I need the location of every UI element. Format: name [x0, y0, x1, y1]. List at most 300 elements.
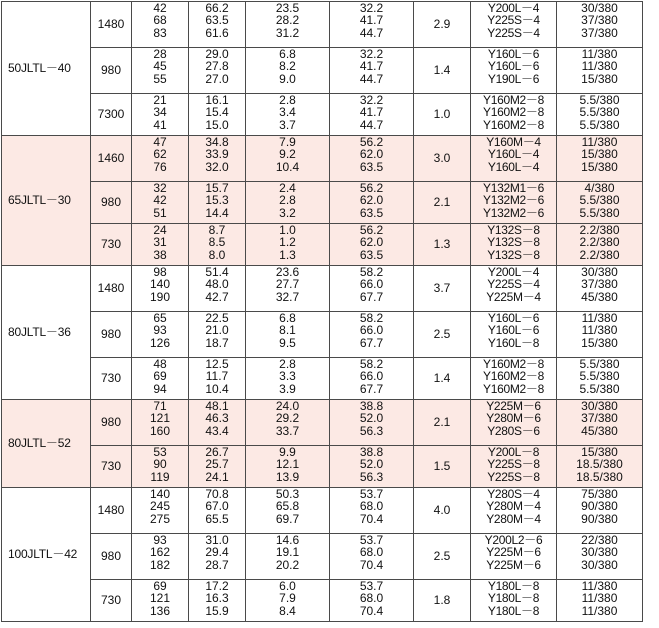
motor-model-cell-value: Y160L－6 — [487, 47, 540, 61]
flow-cell-value: 182 — [149, 557, 171, 572]
efficiency-cell — [330, 358, 414, 400]
motor-model-cell-value: Y200L－8 — [487, 445, 540, 459]
head-cell-value: 8.7 — [208, 223, 226, 237]
motor-model-cell-value: Y200L－4 — [487, 265, 540, 279]
power-cell-value: 3.9 — [279, 381, 296, 396]
efficiency-cell — [330, 94, 414, 136]
npsh-cell: 3.0 — [414, 136, 471, 182]
motor-model-cell — [471, 136, 557, 182]
spec-table-body — [2, 2, 643, 622]
power-cell-value: 9.5 — [279, 335, 296, 350]
speed-cell: 1460 — [91, 136, 132, 182]
power-cell-value: 33.7 — [275, 423, 300, 438]
motor-model-cell-value: Y160L－8 — [487, 335, 540, 350]
efficiency-cell-value: 70.4 — [359, 511, 384, 526]
power-cell-value: 9.2 — [279, 147, 296, 162]
power-cell-value: 20.2 — [275, 557, 300, 572]
efficiency-cell-value: 62.0 — [359, 147, 384, 162]
motor-model-cell-value: Y280M－4 — [486, 499, 541, 514]
motor-power-voltage-cell-value: 45/380 — [581, 289, 618, 304]
motor-model-cell — [471, 312, 557, 358]
efficiency-cell — [330, 400, 414, 446]
flow-cell-value: 76 — [153, 159, 167, 174]
motor-power-voltage-cell-value: 5.5/380 — [579, 205, 620, 220]
efficiency-cell-value: 32.2 — [359, 47, 384, 61]
efficiency-cell — [330, 182, 414, 224]
power-cell-value: 8.4 — [279, 603, 296, 618]
efficiency-cell-value: 52.0 — [359, 457, 384, 472]
head-cell-value: 11.7 — [205, 369, 229, 384]
efficiency-cell-value: 44.7 — [359, 117, 384, 132]
motor-power-voltage-cell-value: 11/380 — [581, 311, 618, 325]
efficiency-cell-value: 66.0 — [359, 323, 384, 338]
efficiency-cell-value: 53.7 — [359, 487, 384, 501]
power-cell — [246, 446, 330, 488]
head-cell-value: 15.4 — [205, 105, 229, 120]
power-cell-value: 50.3 — [275, 487, 300, 501]
head-cell-value: 17.2 — [205, 579, 229, 593]
head-cell-value: 26.7 — [205, 445, 229, 459]
head-cell — [189, 136, 246, 182]
motor-model-cell-value: Y280S－6 — [487, 423, 540, 438]
power-cell-value: 14.6 — [275, 533, 300, 547]
head-cell-value: 15.3 — [205, 193, 229, 208]
motor-power-voltage-cell-value: 11/380 — [581, 579, 618, 593]
efficiency-cell-value: 68.0 — [359, 499, 384, 514]
spec-row — [2, 2, 643, 48]
power-cell-value: 27.7 — [275, 277, 300, 292]
efficiency-cell — [330, 312, 414, 358]
motor-power-voltage-cell-value: 15/380 — [581, 147, 618, 162]
head-cell-value: 65.5 — [205, 511, 229, 526]
speed-cell: 730 — [91, 224, 132, 266]
power-cell — [246, 2, 330, 48]
head-cell-value: 32.0 — [205, 159, 229, 174]
head-cell-value: 70.8 — [205, 487, 229, 501]
power-cell-value: 9.0 — [279, 71, 296, 86]
motor-model-cell — [471, 94, 557, 136]
efficiency-cell-value: 32.2 — [359, 1, 384, 15]
flow-cell-value: 34 — [153, 105, 167, 120]
efficiency-cell-value: 68.0 — [359, 591, 384, 606]
head-cell-value: 66.2 — [205, 1, 229, 15]
motor-power-voltage-cell-value: 30/380 — [581, 1, 618, 15]
efficiency-cell-value: 63.5 — [359, 205, 384, 220]
spec-row — [2, 266, 643, 312]
head-cell-value: 16.1 — [205, 93, 229, 107]
motor-power-voltage-cell — [557, 446, 643, 488]
spec-row — [2, 182, 643, 224]
head-cell-value: 27.0 — [205, 71, 229, 86]
head-cell-value: 8.5 — [208, 235, 226, 250]
head-cell — [189, 312, 246, 358]
motor-model-cell-value: Y132M1－6 — [483, 181, 544, 195]
head-cell — [189, 266, 246, 312]
flow-cell — [132, 400, 189, 446]
head-cell — [189, 488, 246, 534]
motor-model-cell-value: Y160M2－8 — [483, 105, 544, 120]
flow-cell-value: 162 — [149, 545, 171, 560]
efficiency-cell-value: 41.7 — [359, 13, 384, 28]
npsh-cell: 1.0 — [414, 94, 471, 136]
spec-row — [2, 312, 643, 358]
motor-model-cell-value: Y225M－6 — [486, 399, 541, 413]
spec-row — [2, 400, 643, 446]
flow-cell-value: 41 — [153, 117, 167, 132]
flow-cell-value: 160 — [149, 423, 171, 438]
power-cell — [246, 224, 330, 266]
motor-power-voltage-cell-value: 4/380 — [584, 181, 615, 195]
flow-cell-value: 275 — [149, 511, 171, 526]
speed-cell: 1480 — [91, 2, 132, 48]
motor-model-cell-value: Y132M2－6 — [483, 193, 544, 208]
head-cell — [189, 94, 246, 136]
motor-model-cell-value: Y132S－8 — [487, 235, 540, 250]
motor-power-voltage-cell-value: 37/380 — [581, 13, 618, 28]
efficiency-cell-value: 38.8 — [359, 399, 384, 413]
efficiency-cell-value: 66.0 — [359, 369, 384, 384]
motor-power-voltage-cell-value: 5.5/380 — [579, 193, 620, 208]
motor-power-voltage-cell-value: 2.2/380 — [579, 247, 620, 262]
flow-cell-value: 45 — [153, 59, 167, 74]
flow-cell — [132, 580, 189, 622]
power-cell — [246, 266, 330, 312]
efficiency-cell-value: 52.0 — [359, 411, 384, 426]
motor-model-cell — [471, 266, 557, 312]
motor-model-cell-value: Y160L－6 — [487, 311, 540, 325]
motor-model-cell — [471, 488, 557, 534]
motor-power-voltage-cell-value: 5.5/380 — [579, 369, 620, 384]
flow-cell-value: 47 — [153, 135, 167, 149]
flow-cell-value: 93 — [153, 323, 167, 338]
motor-model-cell-value: Y225S－8 — [487, 457, 540, 472]
motor-power-voltage-cell — [557, 534, 643, 580]
power-cell-value: 2.8 — [279, 357, 296, 371]
speed-cell: 1480 — [91, 266, 132, 312]
flow-cell — [132, 182, 189, 224]
motor-power-voltage-cell — [557, 312, 643, 358]
head-cell-value: 33.9 — [205, 147, 229, 162]
flow-cell-value: 62 — [153, 147, 167, 162]
motor-power-voltage-cell-value: 11/380 — [581, 135, 618, 149]
power-cell-value: 1.0 — [279, 223, 296, 237]
efficiency-cell-value: 62.0 — [359, 193, 384, 208]
head-cell-value: 43.4 — [205, 423, 229, 438]
power-cell-value: 8.1 — [279, 323, 296, 338]
flow-cell — [132, 534, 189, 580]
power-cell — [246, 182, 330, 224]
head-cell-value: 29.0 — [205, 47, 229, 61]
head-cell-value: 48.0 — [205, 277, 229, 292]
motor-model-cell-value: Y280M－4 — [486, 511, 541, 526]
motor-model-cell-value: Y132M2－6 — [483, 205, 544, 220]
pump-model-cell: 65JLTL－30 — [2, 136, 91, 266]
power-cell-value: 1.2 — [279, 235, 296, 250]
pump-spec-table — [1, 1, 643, 622]
npsh-cell: 1.8 — [414, 580, 471, 622]
power-cell — [246, 488, 330, 534]
efficiency-cell — [330, 534, 414, 580]
motor-power-voltage-cell — [557, 94, 643, 136]
motor-power-voltage-cell-value: 30/380 — [581, 265, 618, 279]
efficiency-cell-value: 56.2 — [359, 181, 384, 195]
flow-cell-value: 140 — [149, 277, 171, 292]
efficiency-cell — [330, 488, 414, 534]
motor-power-voltage-cell-value: 15/380 — [581, 159, 618, 174]
efficiency-cell-value: 58.2 — [359, 357, 384, 371]
head-cell-value: 15.9 — [205, 603, 229, 618]
motor-model-cell-value: Y225S－4 — [487, 25, 540, 40]
speed-cell: 1480 — [91, 488, 132, 534]
motor-power-voltage-cell-value: 11/380 — [581, 323, 618, 338]
flow-cell — [132, 136, 189, 182]
efficiency-cell-value: 41.7 — [359, 59, 384, 74]
power-cell-value: 28.2 — [275, 13, 300, 28]
head-cell-value: 8.0 — [208, 247, 226, 262]
power-cell-value: 3.2 — [279, 205, 296, 220]
head-cell-value: 48.1 — [205, 399, 229, 413]
speed-cell: 980 — [91, 48, 132, 94]
motor-power-voltage-cell-value: 22/380 — [581, 533, 618, 547]
motor-power-voltage-cell-value: 18.5/380 — [576, 469, 623, 484]
power-cell-value: 9.9 — [279, 445, 296, 459]
spec-row — [2, 94, 643, 136]
speed-cell: 730 — [91, 580, 132, 622]
flow-cell-value: 245 — [149, 499, 171, 514]
head-cell-value: 29.4 — [205, 545, 229, 560]
head-cell — [189, 400, 246, 446]
power-cell-value: 6.8 — [279, 47, 296, 61]
motor-power-voltage-cell-value: 30/380 — [581, 545, 618, 560]
efficiency-cell — [330, 580, 414, 622]
npsh-cell: 1.4 — [414, 48, 471, 94]
flow-cell-value: 71 — [153, 399, 167, 413]
motor-power-voltage-cell-value: 15/380 — [581, 445, 618, 459]
efficiency-cell-value: 44.7 — [359, 25, 384, 40]
motor-model-cell-value: Y160M2－8 — [483, 357, 544, 371]
motor-model-cell-value: Y225M－4 — [486, 289, 541, 304]
motor-power-voltage-cell-value: 2.2/380 — [579, 235, 620, 250]
motor-power-voltage-cell-value: 11/380 — [581, 59, 618, 74]
motor-model-cell-value: Y225S－4 — [487, 277, 540, 292]
power-cell-value: 1.3 — [279, 247, 296, 262]
efficiency-cell — [330, 2, 414, 48]
head-cell-value: 42.7 — [205, 289, 229, 304]
efficiency-cell-value: 56.2 — [359, 135, 384, 149]
motor-model-cell-value: Y200L2－6 — [484, 533, 543, 547]
power-cell-value: 65.8 — [275, 499, 300, 514]
flow-cell — [132, 358, 189, 400]
flow-cell-value: 190 — [149, 289, 171, 304]
power-cell — [246, 312, 330, 358]
head-cell-value: 15.0 — [205, 117, 229, 132]
flow-cell-value: 65 — [153, 311, 167, 325]
head-cell-value: 28.7 — [205, 557, 229, 572]
flow-cell-value: 90 — [153, 457, 167, 472]
motor-power-voltage-cell-value: 37/380 — [581, 25, 618, 40]
motor-model-cell — [471, 2, 557, 48]
head-cell-value: 67.0 — [205, 499, 229, 514]
efficiency-cell-value: 67.7 — [359, 381, 384, 396]
npsh-cell: 1.3 — [414, 224, 471, 266]
head-cell-value: 63.5 — [205, 13, 229, 28]
head-cell-value: 27.8 — [205, 59, 229, 74]
flow-cell-value: 69 — [153, 369, 167, 384]
head-cell — [189, 48, 246, 94]
flow-cell-value: 28 — [153, 47, 167, 61]
flow-cell-value: 69 — [153, 579, 167, 593]
motor-power-voltage-cell — [557, 2, 643, 48]
head-cell — [189, 446, 246, 488]
power-cell-value: 23.5 — [275, 1, 300, 15]
efficiency-cell-value: 70.4 — [359, 557, 384, 572]
flow-cell-value: 31 — [153, 235, 167, 250]
npsh-cell: 2.1 — [414, 400, 471, 446]
motor-power-voltage-cell — [557, 224, 643, 266]
motor-model-cell-value: Y225S－8 — [487, 469, 540, 484]
head-cell-value: 25.7 — [205, 457, 229, 472]
npsh-cell: 3.7 — [414, 266, 471, 312]
pump-model-cell: 100JLTL－42 — [2, 488, 91, 622]
motor-power-voltage-cell-value: 30/380 — [581, 557, 618, 572]
speed-cell: 980 — [91, 312, 132, 358]
motor-power-voltage-cell-value: 37/380 — [581, 277, 618, 292]
power-cell-value: 3.3 — [279, 369, 296, 384]
power-cell-value: 6.8 — [279, 311, 296, 325]
flow-cell-value: 121 — [149, 411, 171, 426]
efficiency-cell-value: 41.7 — [359, 105, 384, 120]
speed-cell: 980 — [91, 534, 132, 580]
power-cell-value: 12.1 — [275, 457, 300, 472]
motor-power-voltage-cell — [557, 358, 643, 400]
flow-cell — [132, 224, 189, 266]
flow-cell-value: 55 — [153, 71, 167, 86]
efficiency-cell-value: 53.7 — [359, 579, 384, 593]
spec-row — [2, 488, 643, 534]
head-cell — [189, 224, 246, 266]
head-cell-value: 46.3 — [205, 411, 229, 426]
npsh-cell: 1.5 — [414, 446, 471, 488]
flow-cell-value: 24 — [153, 223, 167, 237]
power-cell-value: 29.2 — [275, 411, 300, 426]
spec-row — [2, 446, 643, 488]
motor-power-voltage-cell-value: 5.5/380 — [579, 381, 620, 396]
head-cell-value: 14.4 — [205, 205, 229, 220]
motor-model-cell-value: Y132S－8 — [487, 247, 540, 262]
motor-model-cell — [471, 534, 557, 580]
npsh-cell: 2.5 — [414, 312, 471, 358]
motor-power-voltage-cell-value: 5.5/380 — [579, 105, 620, 120]
head-cell-value: 22.5 — [205, 311, 229, 325]
efficiency-cell — [330, 136, 414, 182]
flow-cell-value: 119 — [150, 469, 170, 484]
motor-power-voltage-cell-value: 5.5/380 — [579, 357, 620, 371]
motor-power-voltage-cell — [557, 488, 643, 534]
power-cell-value: 7.9 — [279, 591, 296, 606]
head-cell — [189, 580, 246, 622]
efficiency-cell — [330, 224, 414, 266]
efficiency-cell-value: 56.2 — [359, 223, 384, 237]
motor-power-voltage-cell — [557, 580, 643, 622]
speed-cell: 7300 — [91, 94, 132, 136]
motor-model-cell-value: Y160M－4 — [486, 135, 541, 149]
efficiency-cell — [330, 48, 414, 94]
head-cell-value: 51.4 — [205, 265, 229, 279]
efficiency-cell-value: 63.5 — [359, 159, 384, 174]
efficiency-cell-value: 56.3 — [359, 423, 384, 438]
flow-cell-value: 53 — [153, 445, 167, 459]
flow-cell-value: 42 — [153, 1, 167, 15]
motor-model-cell — [471, 358, 557, 400]
head-cell-value: 12.5 — [205, 357, 229, 371]
motor-model-cell-value: Y180L－8 — [487, 591, 540, 606]
power-cell-value: 7.9 — [279, 135, 296, 149]
power-cell — [246, 400, 330, 446]
motor-model-cell — [471, 400, 557, 446]
flow-cell-value: 94 — [153, 381, 167, 396]
motor-power-voltage-cell-value: 11/380 — [581, 47, 618, 61]
efficiency-cell-value: 68.0 — [359, 545, 384, 560]
pump-model-cell: 50JLTL－40 — [2, 2, 91, 136]
head-cell-value: 16.3 — [205, 591, 229, 606]
head-cell — [189, 2, 246, 48]
efficiency-cell — [330, 266, 414, 312]
motor-model-cell-value: Y225M－6 — [486, 557, 541, 572]
flow-cell-value: 32 — [153, 181, 167, 195]
pump-model-cell: 80JLTL－36 — [2, 266, 91, 400]
flow-cell-value: 140 — [149, 487, 171, 501]
motor-power-voltage-cell — [557, 182, 643, 224]
motor-model-cell — [471, 446, 557, 488]
power-cell-value: 32.7 — [275, 289, 300, 304]
flow-cell — [132, 312, 189, 358]
power-cell-value: 6.0 — [279, 579, 296, 593]
power-cell-value: 2.8 — [279, 193, 296, 208]
efficiency-cell-value: 58.2 — [359, 265, 384, 279]
motor-power-voltage-cell-value: 90/380 — [581, 511, 618, 526]
motor-power-voltage-cell-value: 2.2/380 — [579, 223, 620, 237]
efficiency-cell-value: 67.7 — [359, 289, 384, 304]
motor-model-cell — [471, 224, 557, 266]
flow-cell-value: 126 — [149, 335, 171, 350]
motor-power-voltage-cell-value: 15/380 — [581, 335, 618, 350]
power-cell-value: 19.1 — [275, 545, 300, 560]
speed-cell: 730 — [91, 358, 132, 400]
motor-power-voltage-cell-value: 37/380 — [581, 411, 618, 426]
motor-model-cell-value: Y160L－6 — [487, 59, 540, 74]
efficiency-cell — [330, 446, 414, 488]
motor-power-voltage-cell-value: 30/380 — [581, 399, 618, 413]
power-cell-value: 10.4 — [275, 159, 300, 174]
npsh-cell: 2.5 — [414, 534, 471, 580]
power-cell — [246, 48, 330, 94]
flow-cell-value: 48 — [153, 357, 167, 371]
head-cell-value: 34.8 — [205, 135, 229, 149]
motor-model-cell-value: Y160M2－8 — [483, 381, 544, 396]
speed-cell: 730 — [91, 446, 132, 488]
head-cell-value: 21.0 — [205, 323, 229, 338]
flow-cell — [132, 446, 189, 488]
power-cell-value: 23.6 — [275, 265, 300, 279]
flow-cell-value: 21 — [153, 93, 167, 107]
motor-model-cell-value: Y160L－4 — [487, 159, 540, 174]
head-cell — [189, 182, 246, 224]
flow-cell — [132, 2, 189, 48]
spec-row — [2, 534, 643, 580]
motor-model-cell — [471, 48, 557, 94]
motor-model-cell-value: Y180L－8 — [487, 579, 540, 593]
speed-cell: 980 — [91, 400, 132, 446]
